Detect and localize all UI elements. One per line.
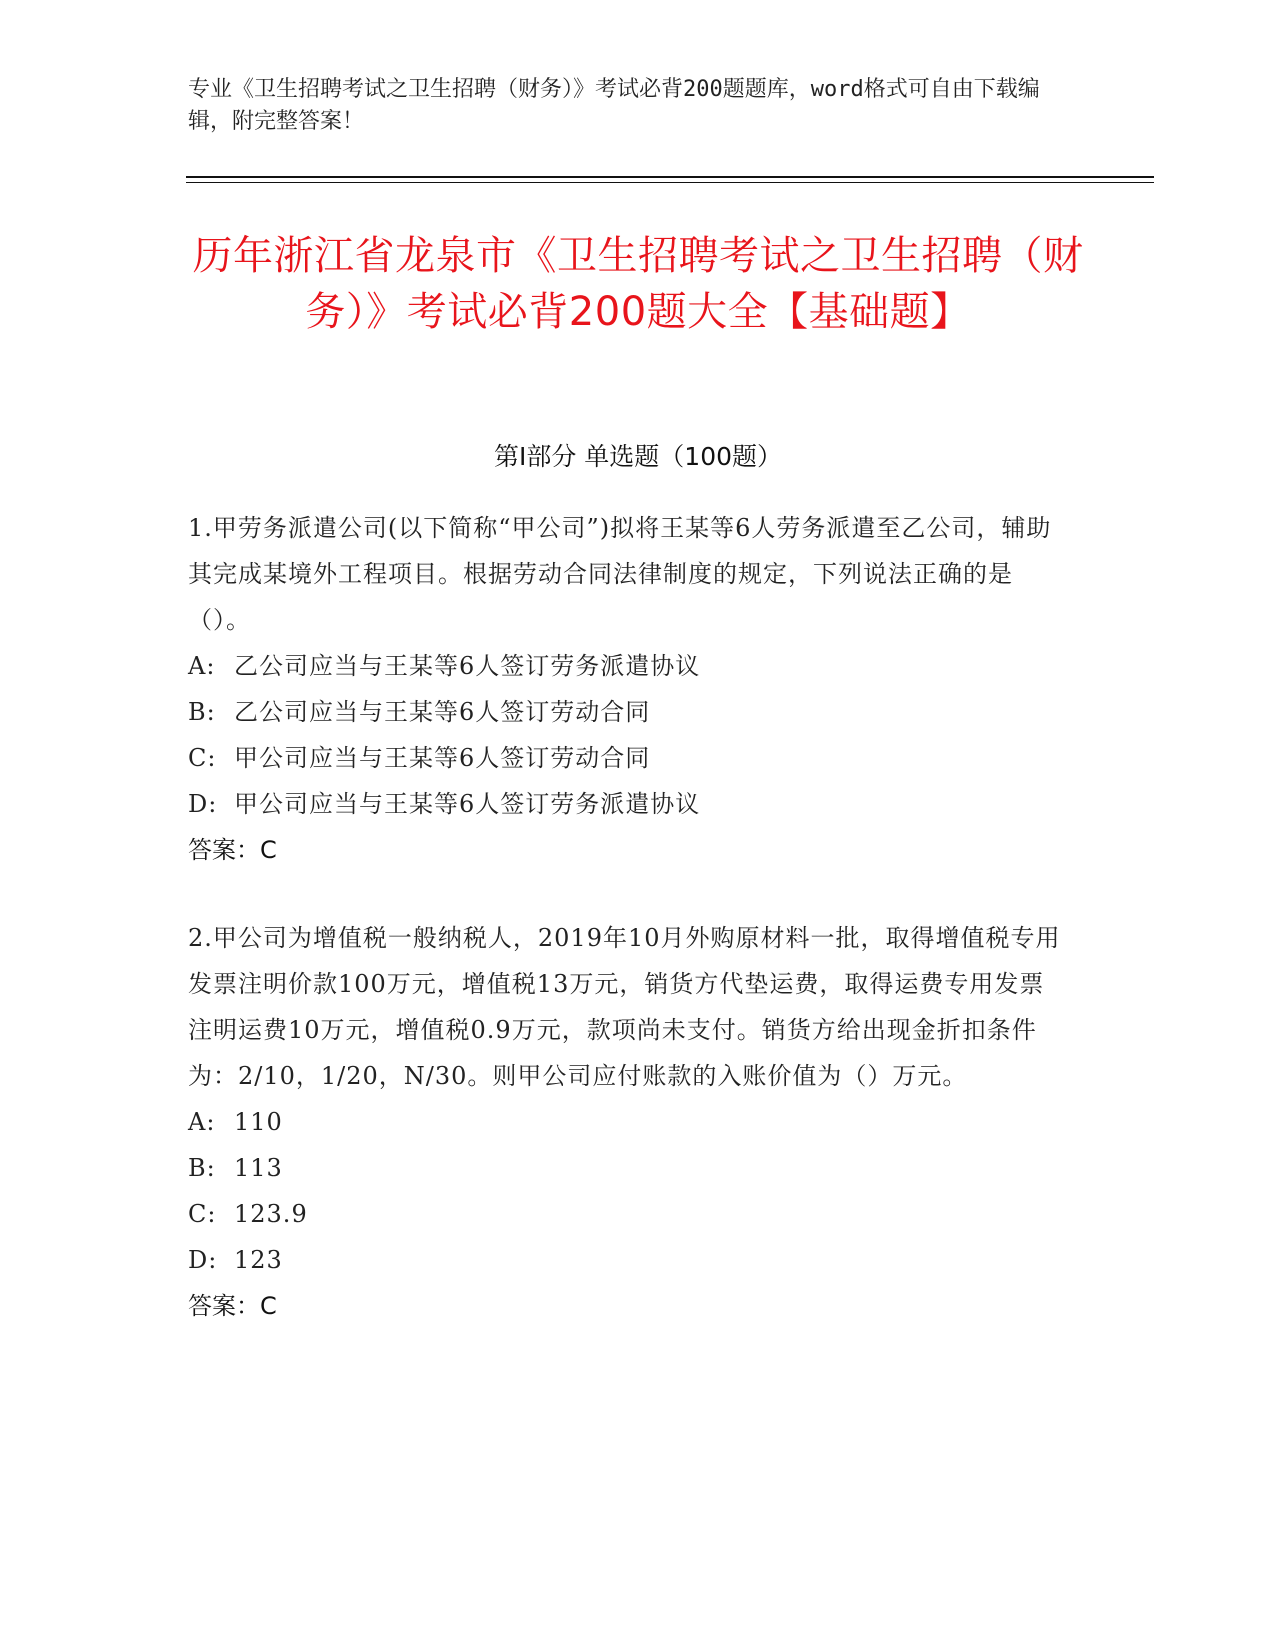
answer: 答案：C bbox=[188, 836, 277, 864]
option-key: B: bbox=[188, 698, 216, 726]
header-rule-thick bbox=[186, 176, 1154, 178]
option-c bbox=[188, 1191, 1068, 1237]
option-c bbox=[188, 735, 1068, 781]
header-note: 专业《卫生招聘考试之卫生招聘（财务）》考试必背200题题库，word格式可自由下载编辑，附完整答案！ bbox=[188, 77, 1040, 134]
option-key: C: bbox=[188, 744, 217, 772]
option-b bbox=[188, 689, 1068, 735]
section-heading: 第I部分 单选题（100题） bbox=[493, 442, 783, 471]
question-1 bbox=[188, 505, 1068, 873]
option-text: 123 bbox=[234, 1246, 283, 1274]
option-key: A: bbox=[188, 652, 216, 680]
option-text: 123.9 bbox=[234, 1200, 308, 1228]
option-text: 乙公司应当与王某等6人签订劳动合同 bbox=[234, 698, 651, 726]
option-key: A: bbox=[188, 1108, 216, 1136]
option-key: C: bbox=[188, 1200, 217, 1228]
header-rule-thin bbox=[186, 182, 1154, 183]
option-text: 110 bbox=[234, 1108, 283, 1136]
option-d bbox=[188, 1237, 1068, 1283]
option-d bbox=[188, 781, 1068, 827]
question-2 bbox=[188, 915, 1068, 1329]
option-key: D: bbox=[188, 1246, 218, 1274]
option-a bbox=[188, 643, 1068, 689]
answer: 答案：C bbox=[188, 1292, 277, 1320]
option-text: 甲公司应当与王某等6人签订劳动合同 bbox=[234, 744, 651, 772]
option-text: 乙公司应当与王某等6人签订劳务派遣协议 bbox=[234, 652, 701, 680]
option-b bbox=[188, 1145, 1068, 1191]
document-title: 历年浙江省龙泉市《卫生招聘考试之卫生招聘（财务）》考试必背200题大全【基础题】 bbox=[192, 233, 1084, 335]
question-stem: 1.甲劳务派遣公司(以下简称“甲公司”)拟将王某等6人劳务派遣至乙公司，辅助其完成某境外工程项目。根据劳动合同法律制度的规定，下列说法正确的是（）。 bbox=[188, 514, 1052, 634]
option-key: B: bbox=[188, 1154, 216, 1182]
option-a bbox=[188, 1099, 1068, 1145]
option-key: D: bbox=[188, 790, 218, 818]
question-stem: 2.甲公司为增值税一般纳税人，2019年10月外购原材料一批，取得增值税专用发票注明价款100万元，增值税13万元，销货方代垫运费，取得运费专用发票注明运费10万元，增值税0.9万元，款项尚未支付。销货方给出现金折扣条件为：2/10，1/20，N/30。则甲公司应付账款的入账价值为（）万元。 bbox=[188, 924, 1061, 1090]
option-text: 甲公司应当与王某等6人签订劳务派遣协议 bbox=[234, 790, 701, 818]
option-text: 113 bbox=[234, 1154, 283, 1182]
